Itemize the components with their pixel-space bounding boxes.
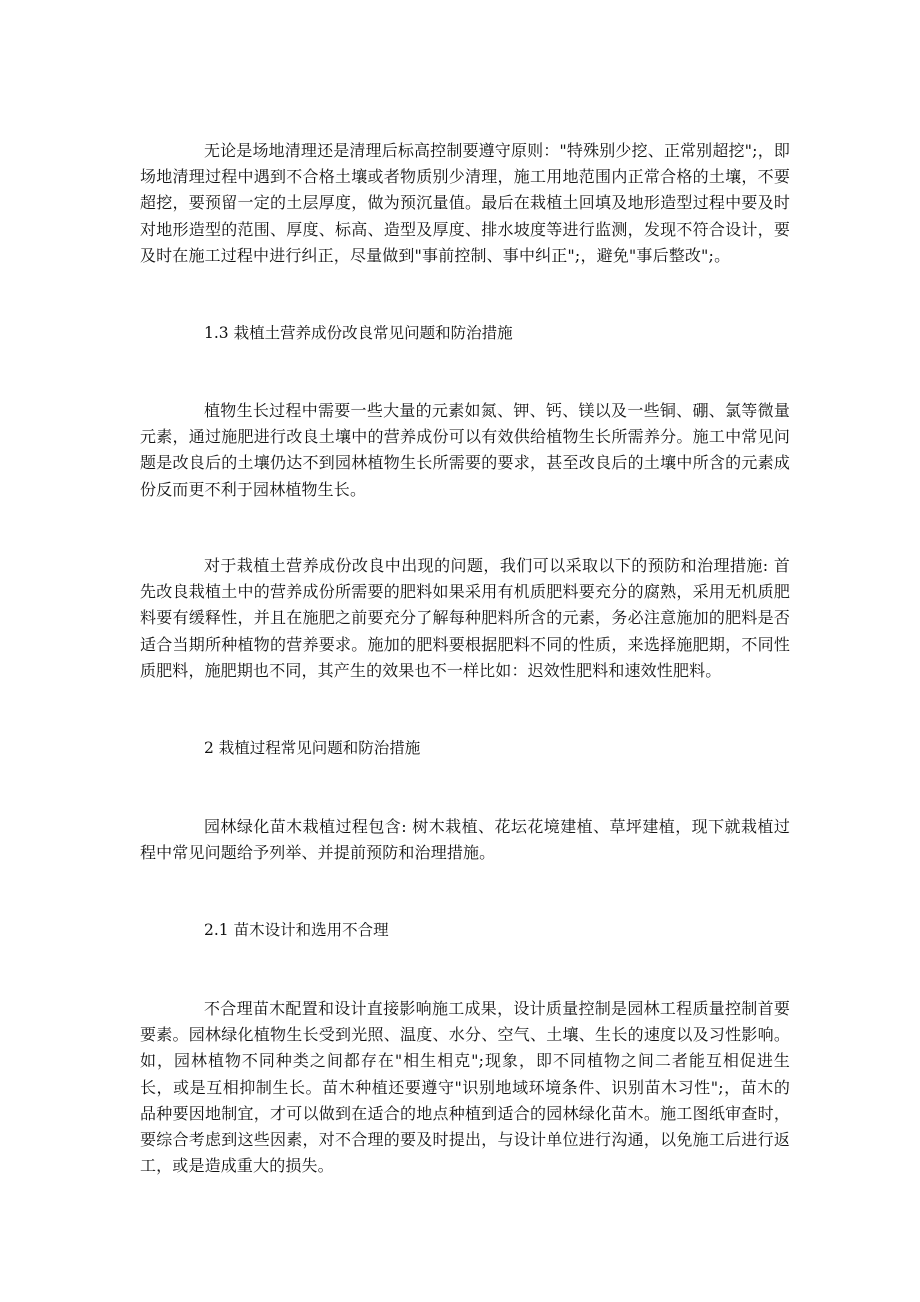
paragraph-plant-design — [140, 996, 790, 1179]
heading-text: 2 栽植过程常见问题和防治措施 — [204, 739, 421, 757]
heading-text: 2.1 苗木设计和选用不合理 — [204, 921, 389, 939]
paragraph-site-clearing — [140, 138, 790, 269]
paragraph-text: 无论是场地清理还是清理后标高控制要遵守原则："特殊别少挖、正常别超挖";，即场地清理过程中遇到不合格土壤或者物质别少清理，施工用地范围内正常合格的土壤，不要超挖，要预留一定的土层厚度，做为预沉量值。最后在栽植土回填及地形造型过程中要及时对地形造型的范围、厚度、标高、造型及厚度、排水坡度等进行监测，发现不符合设计，要及时在施工过程中进行纠正，尽量做到"事前控制、事中纠正";，避免"事后整改";。 — [140, 141, 790, 265]
paragraph-text: 园林绿化苗木栽植过程包含: 树木栽植、花坛花境建植、草坪建植，现下就栽植过程中常见问题给予列举、并提前预防和治理措施。 — [140, 817, 790, 863]
section-heading-2 — [140, 735, 790, 761]
section-heading-2-1 — [140, 917, 790, 943]
paragraph-text: 植物生长过程中需要一些大量的元素如氮、钾、钙、镁以及一些铜、硼、氯等微量元素，通过施肥进行改良土壤中的营养成份可以有效供给植物生长所需养分。施工中常见问题是改良后的土壤仍达不到园林植物生长所需要的要求，甚至改良后的土壤中所含的元素成份反而更不利于园林植物生长。 — [140, 401, 790, 499]
paragraph-planting-process — [140, 814, 790, 866]
paragraph-text: 对于栽植土营养成份改良中出现的问题，我们可以采取以下的预防和治理措施: 首先改良栽植土中的营养成份所需要的肥料如果采用有机质肥料要充分的腐熟，采用无机质肥料要有缓释性，并且在施肥之前要充分了解每种肥料所含的元素，务必注意施加的肥料是否适合当期所种植物的营养要求。施加的肥料要根据肥料不同的性质，来选择施肥期，不同性质肥料，施肥期也不同，其产生的效果也不一样比如：迟效性肥料和速效性肥料。 — [140, 556, 790, 680]
paragraph-nutrient-elements — [140, 398, 790, 503]
paragraph-prevention-measures — [140, 553, 790, 684]
paragraph-text: 不合理苗木配置和设计直接影响施工成果，设计质量控制是园林工程质量控制首要要素。园林绿化植物生长受到光照、温度、水分、空气、土壤、生长的速度以及习性影响。如，园林植物不同种类之间都存在"相生相克";现象，即不同植物之间二者能互相促进生长，或是互相抑制生长。苗木种植还要遵守"识别地域环境条件、识别苗木习性";，苗木的品种要因地制宜，才可以做到在适合的地点种植到适合的园林绿化苗木。施工图纸审查时，要综合考虑到这些因素，对不合理的要及时提出，与设计单位进行沟通，以免施工后进行返工，或是造成重大的损失。 — [140, 999, 790, 1176]
heading-text: 1.3 栽植土营养成份改良常见问题和防治措施 — [204, 324, 513, 342]
section-heading-1-3 — [140, 320, 790, 346]
